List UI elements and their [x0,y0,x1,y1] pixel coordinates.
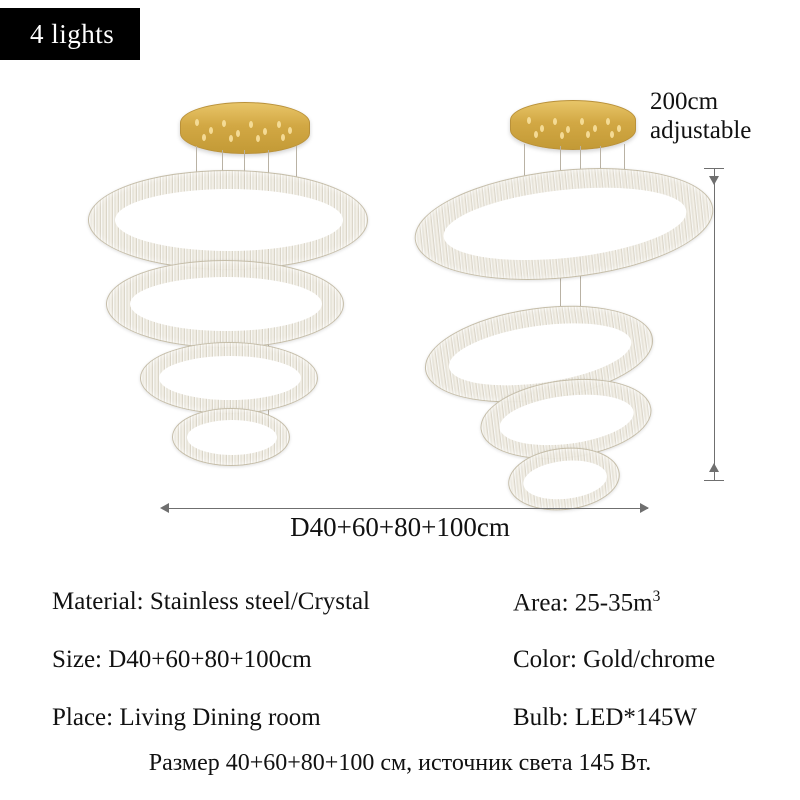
spec-value-bulb: LED*145W [574,704,698,731]
spec-value-area: 25-35m [574,589,653,617]
right-canopy [510,100,636,150]
spec-key-size: Size: [52,646,102,673]
lights-count-badge: 4 lights [0,8,140,60]
height-dimension-label [650,88,751,145]
left-canopy-lights [189,116,302,142]
spec-key-area: Area: [513,589,569,617]
height-tick-top [704,168,724,169]
spec-value-material: Stainless steel/Crystal [149,588,371,615]
spec-row-material [52,588,370,616]
height-arrow-bottom [709,463,719,472]
left-ring-80cm [106,260,344,348]
spec-row-place [52,704,321,732]
spec-table [0,578,800,778]
height-label-line1: 200cm [650,88,719,115]
height-tick-bottom [704,480,724,481]
spec-key-bulb: Bulb: [513,704,569,731]
spec-key-color: Color: [513,646,577,673]
right-canopy-lights [518,113,627,138]
right-ring-100cm [409,155,719,294]
left-ring-60cm [140,342,318,414]
width-dimension-line [168,508,648,509]
width-dimension-label: D40+60+80+100cm [290,512,510,542]
left-canopy [180,102,310,154]
spec-row-size [52,646,312,674]
spec-key-material: Material: [52,588,144,615]
left-ring-100cm [88,170,368,270]
spec-value-size: D40+60+80+100cm [108,646,312,673]
footer-russian-description: Размер 40+60+80+100 см, источник света 145 Вт. [148,750,652,776]
spec-row-area [513,588,660,617]
height-dimension-line [714,168,715,480]
spec-value-area-exponent: 3 [652,588,661,605]
spec-row-color [513,646,715,674]
spec-row-bulb [513,704,697,732]
height-arrow-top [709,176,719,185]
spec-value-color: Gold/chrome [583,646,716,673]
height-label-line2: adjustable [650,116,752,144]
left-ring-40cm [172,408,290,466]
spec-key-place: Place: [52,704,114,731]
spec-value-place: Living Dining room [119,704,321,731]
